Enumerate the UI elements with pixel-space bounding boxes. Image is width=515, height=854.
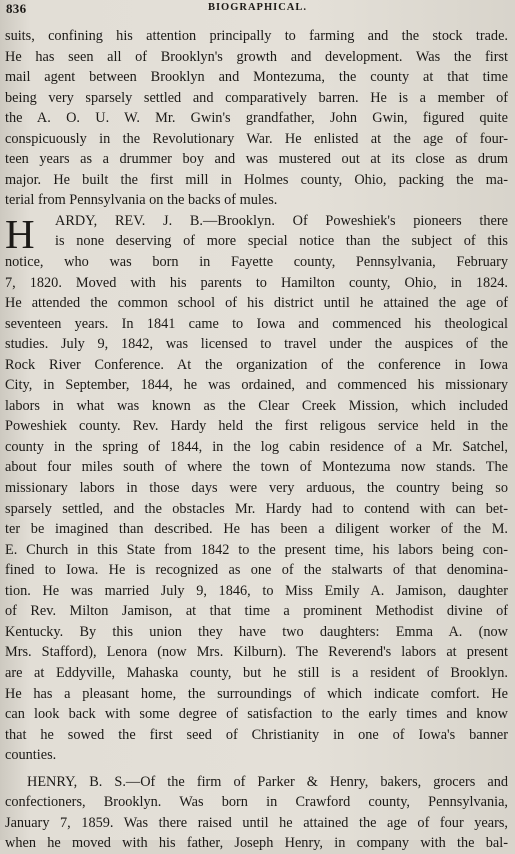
- text-line: confectioners, Brooklyn. Was born in Crawford county, Pennsylvania,: [5, 794, 508, 811]
- text-line: of Rev. Milton Jamison, at that time a prominent Methodist divine of: [5, 603, 508, 620]
- text-line: Kentucky. By this union they have two daughters: Emma A. (now: [5, 623, 508, 640]
- text-line: can look back with some degree of satisfaction to the early times and know: [5, 706, 508, 723]
- text-line: January 7, 1859. Was there raised until he attained the age of four years,: [5, 814, 508, 831]
- text-line: Mrs. Stafford), Lenora (now Mrs. Kilburn). The Reverend's labors at present: [5, 644, 508, 661]
- text-line: county in the spring of 1844, in the log cabin residence of a Mr. Satchel,: [5, 438, 508, 455]
- text-line: counties.: [5, 747, 57, 764]
- text-line: suits, confining his attention principally to farming and the stock trade.: [5, 28, 508, 44]
- text-line: conspicuously in the Revolutionary War. He enlisted at the age of four-: [5, 130, 508, 147]
- text-line: teen years as a drummer boy and was mustered out at its close as drum: [5, 151, 508, 168]
- page-number: 836: [6, 1, 27, 16]
- hardy-biography-paragraph: [5, 211, 508, 766]
- text-line: E. Church in this State from 1842 to the present time, his labors being con-: [5, 541, 508, 558]
- text-line: ARDY, REV. J. B.—Brooklyn. Of Poweshiek's pioneers there: [55, 212, 508, 229]
- text-line: are at Eddyville, Mahaska county, but he still is a resident of Brooklyn.: [5, 664, 508, 681]
- text-line: is none deserving of more special notice than the subject of this: [55, 233, 508, 250]
- page-header: [0, 0, 515, 18]
- text-line: tion. He was married July 9, 1846, to Miss Emily A. Jamison, daughter: [5, 582, 508, 599]
- text-line: sparsely settled, and the obstacles Mr. Hardy had to contend with can bet-: [5, 500, 508, 517]
- text-line: Rock River Conference. At the organization of the conference in Iowa: [5, 356, 508, 373]
- text-line: notice, who was born in Fayette county, Pennsylvania, February: [5, 254, 508, 271]
- text-line: HENRY, B. S.—Of the firm of Parker & Henry, bakers, grocers and: [27, 773, 508, 790]
- text-line: He has seen all of Brooklyn's growth and development. Was the first: [5, 48, 508, 65]
- text-line: ter be imagined than described. He has been a diligent worker of the M.: [5, 521, 508, 538]
- text-line: missionary labors in those days were very arduous, the country being so: [5, 480, 508, 497]
- text-line: that he sowed the first seed of Christianity in one of Iowa's banner: [5, 726, 508, 743]
- text-line: studies. July 9, 1842, was licensed to travel under the auspices of the: [5, 336, 508, 353]
- text-line: He has a pleasant home, the surroundings of which indicate comfort. He: [5, 685, 508, 702]
- text-line: seventeen years. In 1841 came to Iowa and commenced his theological: [5, 315, 508, 332]
- text-line: City, in September, 1844, he was ordained, and commenced his missionary: [5, 377, 508, 394]
- text-line: the A. O. U. W. Mr. Gwin's grandfather, John Gwin, figured quite: [5, 110, 508, 127]
- text-line: mail agent between Brooklyn and Montezuma, the county at that time: [5, 69, 508, 86]
- text-line: major. He built the first mill in Holmes county, Ohio, packing the ma-: [5, 171, 508, 188]
- henry-biography-paragraph: [5, 772, 508, 854]
- gwin-continuation-paragraph: [5, 26, 508, 211]
- drop-cap: H: [5, 210, 35, 257]
- text-line: He attended the common school of his district until he attained the age of: [5, 295, 508, 312]
- text-line: labors in what was known as the Clear Creek Mission, which included: [5, 397, 508, 414]
- text-line: about four miles south of where the town of Montezuma now stands. The: [5, 459, 508, 476]
- text-line: when he moved with his father, Joseph Henry, in company with the bal-: [5, 835, 508, 852]
- text-line: being very sparsely settled and comparatively barren. He is a member of: [5, 89, 508, 106]
- text-line: 7, 1820. Moved with his parents to Hamilton county, Ohio, in 1824.: [5, 274, 508, 291]
- running-head: BIOGRAPHICAL.: [207, 2, 308, 13]
- text-line: terial from Pennsylvania on the backs of mules.: [5, 192, 278, 209]
- text-line: fined to Iowa. He is recognized as one of the stalwarts of that denomina-: [5, 562, 508, 579]
- text-line: Poweshiek county. Rev. Hardy held the first religous service held in the: [5, 418, 508, 435]
- page-body: [5, 26, 508, 854]
